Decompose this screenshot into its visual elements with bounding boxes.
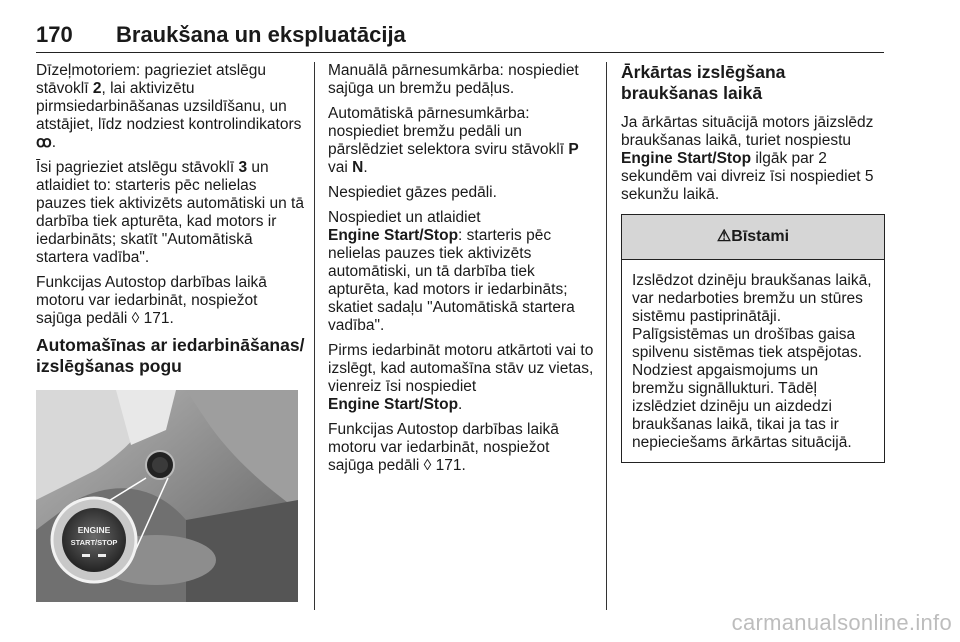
paragraph-diesel: Dīzeļmotoriem: pagrieziet atslēgu stāvoklī 2, lai aktivizētu pirmsiedarbināšanas uzsildīšanu, un atstājiet, līdz nodziest kontrolindikators ꝏ.	[36, 62, 302, 151]
warning-box	[621, 214, 885, 463]
paragraph-automatic-gearbox: Automātiskā pārnesumkārba: nospiediet bremžu pedāli un pārslēdziet selektora sviru stāvoklī P vai N.	[328, 105, 579, 176]
column-left	[36, 62, 306, 387]
page-header	[36, 20, 884, 53]
paragraph-key-position-3: Īsi pagrieziet atslēgu stāvoklī 3 un atlaidiet to: starteris pēc nelielas pauzes tiek aktivizēts automātiski un tā darbība tiek apturēta, kad motors ir iedarbināts; skatīt "Automātiskā startera vadība".	[36, 159, 304, 266]
paragraph-press-release: Nospiediet un atlaidiet Engine Start/Stop: starteris pēc nelielas pauzes tiek aktivizēts automātiski, un tā darbība tiek apturēta, kad motors ir iedarbināts; skatiet sadaļu "Automātiskā startera vadība".	[328, 209, 575, 334]
photo-button-label-2: START/STOP	[70, 538, 118, 547]
warning-text: Izslēdzot dzinēju braukšanas laikā, var nedarboties bremžu un stūres sistēmu pastiprinātāji. Palīgsistēmas un drošības gaisa spilvenu sistēmas tiek atspējotas. Nodziest apgaismojums un bremžu signāllukturi. Tādēļ izslēdziet dzinēju un aizdedzi braukšanas laikā, tikai ja tas ir nepieciešams ārkārtas situācijā.	[632, 272, 872, 451]
paragraph-autostop-2: Funkcijas Autostop darbības laikā motoru var iedarbināt, nospiežot sajūga pedāli ◊ 171.	[328, 421, 559, 474]
column-middle	[328, 62, 598, 482]
photo-illustration	[36, 390, 298, 602]
warning-header	[622, 215, 884, 260]
warning-triangle-icon: ⚠	[716, 228, 732, 245]
start-stop-button-photo	[36, 390, 298, 602]
watermark: carmanualsonline.info	[731, 610, 952, 635]
column-right	[621, 62, 885, 463]
page-number: 170	[36, 22, 73, 47]
preheat-indicator-icon: ꝏ	[36, 134, 52, 151]
paragraph-emergency-shutdown: Ja ārkārtas situācijā motors jāizslēdz braukšanas laikā, turiet nospiestu Engine Start/Stop ilgāk par 2 sekundēm vai divreiz īsi nospiediet 5 sekunžu laikā.	[621, 114, 874, 203]
paragraph-no-throttle: Nespiediet gāzes pedāli.	[328, 184, 497, 201]
paragraph-autostop: Funkcijas Autostop darbības laikā motoru var iedarbināt, nospiežot sajūga pedāli ◊ 171.	[36, 274, 267, 327]
chapter-title: Braukšana un ekspluatācija	[116, 22, 406, 47]
column-divider-2	[606, 62, 607, 610]
photo-button-label-1: ENGINE	[77, 525, 111, 535]
column-divider-1	[314, 62, 315, 610]
section-heading-emergency: Ārkārtas izslēgšana braukšanas laikā	[621, 62, 786, 103]
paragraph-manual-gearbox: Manuālā pārnesumkārba: nospiediet sajūga un bremžu pedāļus.	[328, 62, 579, 97]
paragraph-restart: Pirms iedarbināt motoru atkārtoti vai to izslēgt, kad automašīna stāv uz vietas, vienreiz īsi nospiediet Engine Start/Stop.	[328, 342, 594, 413]
warning-title: Bīstami	[731, 228, 790, 245]
section-heading-start-stop: Automašīnas ar iedarbināšanas/ izslēgšanas pogu	[36, 335, 305, 376]
